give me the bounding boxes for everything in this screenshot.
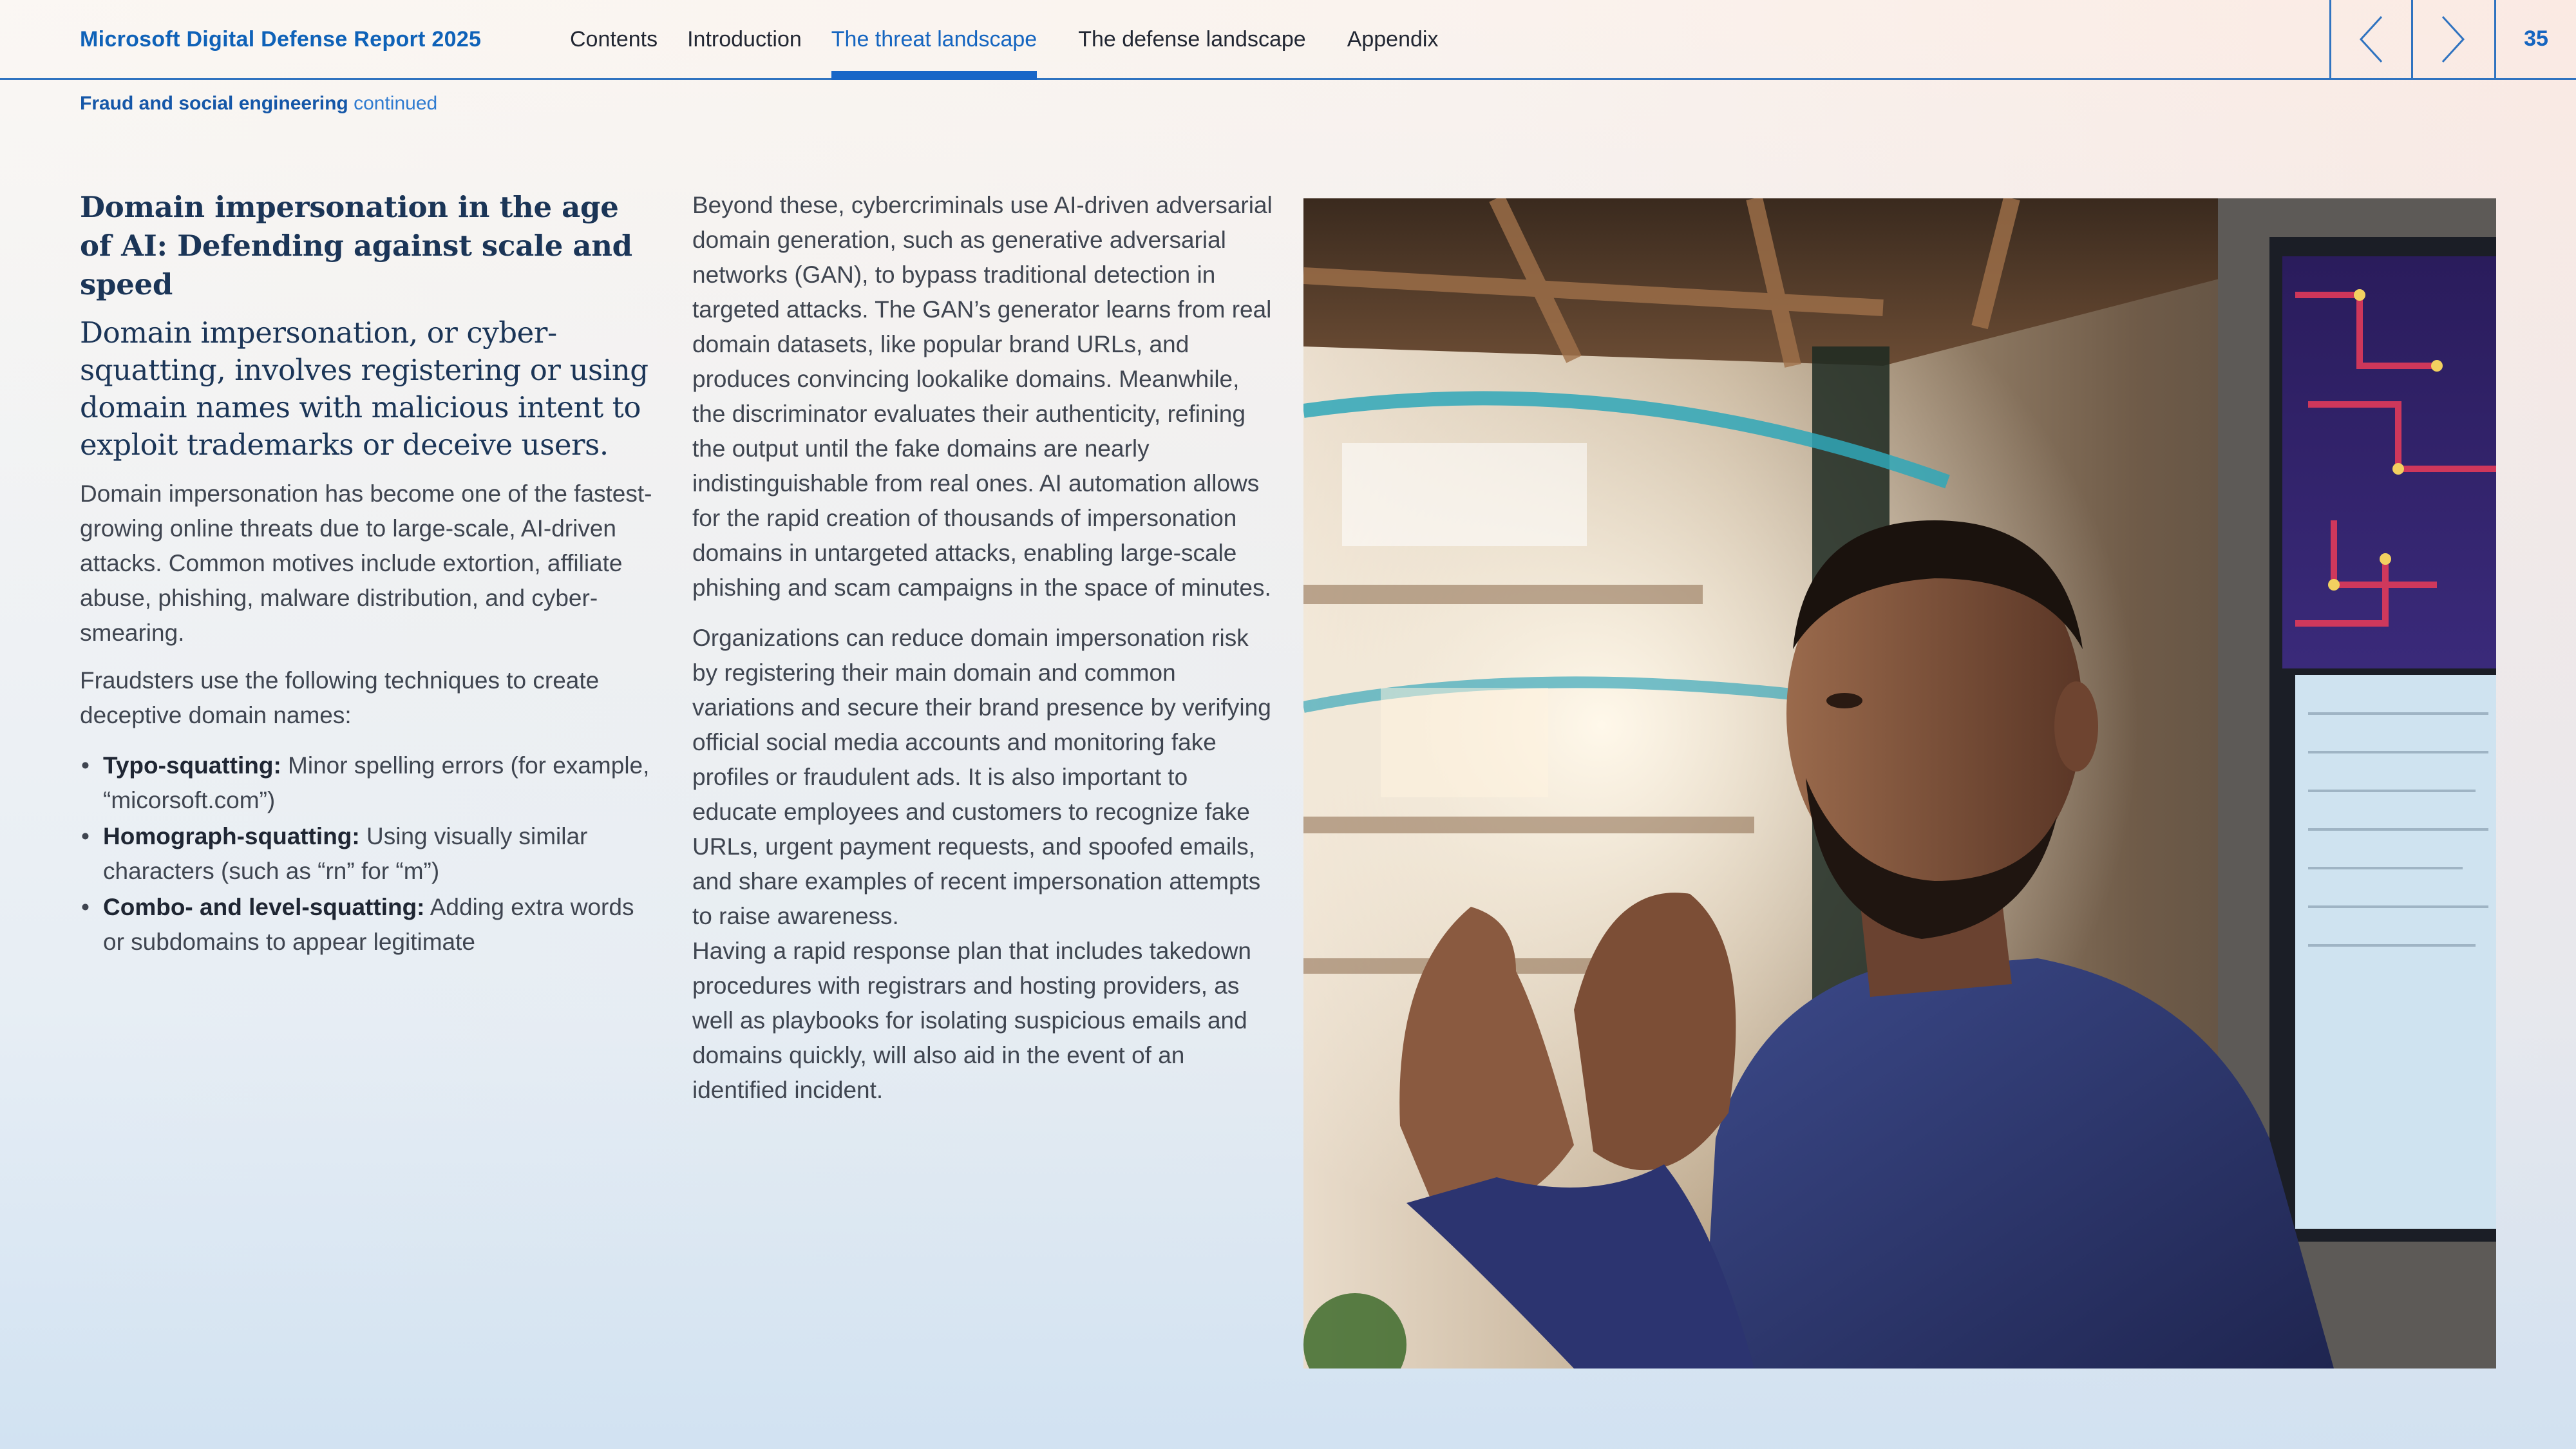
- previous-page-button[interactable]: [2329, 0, 2411, 78]
- speaker-photo: [1303, 198, 2496, 1368]
- nav-item-introduction[interactable]: Introduction: [687, 27, 802, 52]
- next-page-button[interactable]: [2411, 0, 2493, 78]
- body-paragraph-5: Having a rapid response plan that includes takedown procedures with registrars and hosting providers, as well as playbooks for isolating suspicious emails and domains quickly, will also aid in the event of an identified incident.: [692, 938, 1252, 1103]
- body-paragraph-1: Domain impersonation has become one of the fastest-growing online threats due to large-scale, AI-driven attacks. Common motives include extortion, affiliate abuse, phishing, malware distribution, and cyber-smearing.: [80, 480, 652, 646]
- nav-item-appendix[interactable]: Appendix: [1347, 27, 1439, 52]
- nav-item-contents[interactable]: Contents: [570, 27, 658, 52]
- chevron-right-icon: [2440, 15, 2466, 63]
- report-title[interactable]: Microsoft Digital Defense Report 2025: [80, 27, 482, 52]
- technique-list: [80, 748, 659, 960]
- speaker-photo-illustration: [1303, 198, 2496, 1368]
- list-item: [80, 819, 659, 889]
- body-paragraph-4: Organizations can reduce domain impersonation risk by registering their main domain and common variations and secure their brand presence by verifying official social media accounts and monitoring fake profiles or fraudulent ads. It is also important to educate employees and customers to recognize fake URLs, urgent payment requests, and spoofed emails, and share examples of recent impersonation attempts to raise awareness.: [692, 625, 1271, 929]
- page-number: 35: [2494, 0, 2576, 78]
- section-label: [80, 93, 437, 115]
- list-item-term: Homograph-squatting:: [103, 823, 360, 849]
- top-navigation-bar: [0, 0, 2576, 80]
- list-item-text: Adding extra words or subdomains to appear legitimate: [103, 894, 634, 955]
- nav-item-defense-landscape[interactable]: The defense landscape: [1078, 27, 1306, 52]
- body-paragraph-3: Beyond these, cybercriminals use AI-driven adversarial domain generation, such as generative adversarial networks (GAN), to bypass traditional detection in targeted attacks. The GAN’s generator learns from real domain datasets, like popular brand URLs, and produces convincing lookalike domains. Meanwhile, the discriminator evaluates their authenticity, refining the output until the fake domains are nearly indistinguishable from real ones. AI automation allows for the rapid creation of thousands of impersonation domains in untargeted attacks, enabling large-scale phishing and scam campaigns in the space of minutes.: [692, 192, 1273, 601]
- body-paragraph-2: Fraudsters use the following techniques to create deceptive domain names:: [80, 667, 600, 728]
- list-item-text: Minor spelling errors (for example, “micorsoft.com”): [103, 752, 650, 813]
- list-item: [80, 890, 659, 960]
- nav-item-threat-landscape[interactable]: The threat landscape: [831, 0, 1037, 78]
- list-item-term: Combo- and level-squatting:: [103, 894, 425, 920]
- lead-paragraph: Domain impersonation, or cyber-squatting, involves registering or using domain names with malicious intent to exploit trademarks or deceive users.: [80, 316, 649, 462]
- chevron-left-icon: [2358, 15, 2384, 63]
- list-item-text: Using visually similar characters (such as “rn” for “m”): [103, 823, 588, 884]
- section-continued: continued: [354, 93, 438, 114]
- list-item-term: Typo-squatting:: [103, 752, 281, 779]
- list-item: [80, 748, 659, 818]
- main-nav: [570, 0, 1468, 78]
- section-title: Fraud and social engineering: [80, 93, 348, 114]
- article-heading: Domain impersonation in the age of AI: Defending against scale and speed: [80, 190, 632, 301]
- middle-column: [692, 188, 1275, 1108]
- left-column: [80, 188, 659, 961]
